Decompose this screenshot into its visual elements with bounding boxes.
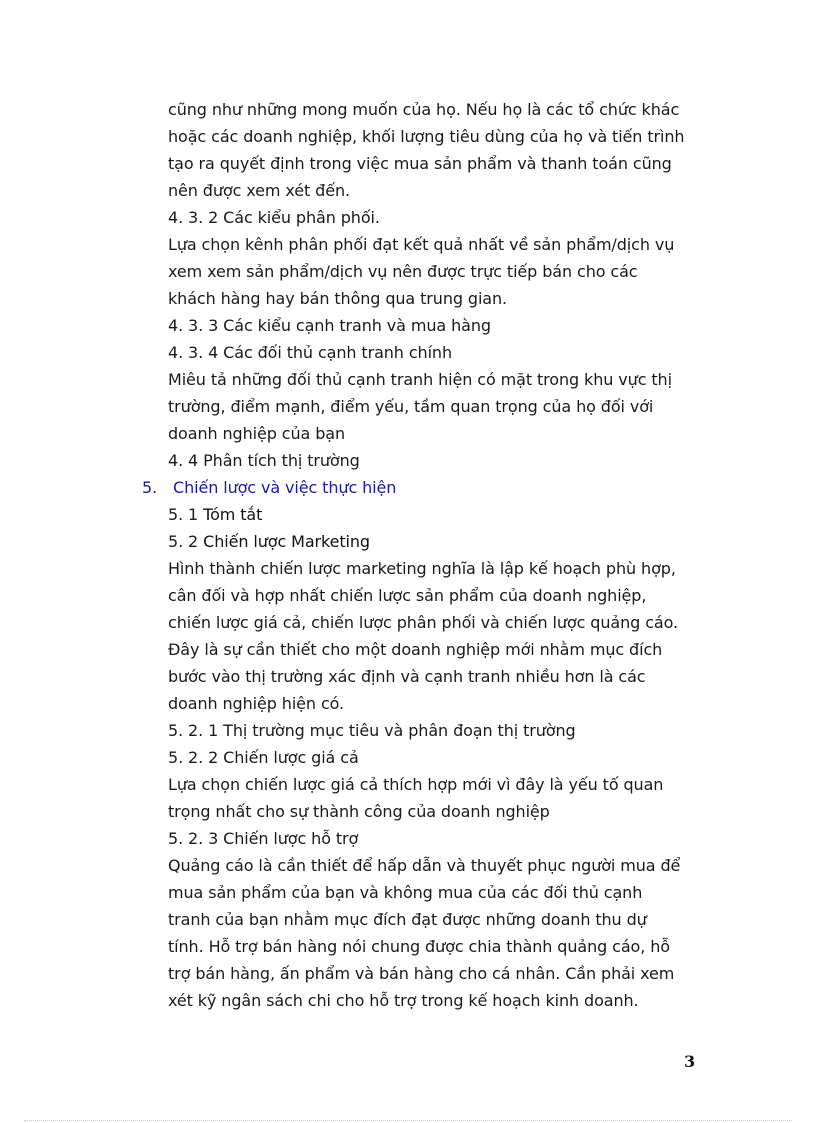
text-line: xét kỹ ngân sách chi cho hỗ trợ trong kế hoạch kinh doanh. — [168, 991, 639, 1010]
subheading-4-3-4: 4. 3. 4 Các đối thủ cạnh tranh chính — [168, 343, 453, 362]
subheading-5-2-2: 5. 2. 2 Chiến lược giá cả — [168, 748, 359, 767]
subheading-5-1-title: Tóm tắt — [203, 505, 263, 524]
text-line: Quảng cáo là cần thiết để hấp dẫn và thuyết phục người mua để — [168, 856, 681, 875]
text-line: Miêu tả những đối thủ cạnh tranh hiện có mặt trong khu vực thị — [168, 370, 672, 389]
subheading-5-2-3: 5. 2. 3 Chiến lược hỗ trợ — [168, 829, 359, 848]
section-5-number: 5. — [142, 478, 158, 497]
subheading-4-3-2: 4. 3. 2 Các kiểu phân phối. — [168, 208, 380, 227]
subheading-5-1 — [168, 505, 262, 525]
page-number: 3 — [684, 1052, 696, 1071]
text-line: hoặc các doanh nghiệp, khối lượng tiêu dùng của họ và tiến trình — [168, 127, 685, 146]
text-line: Hình thành chiến lược marketing nghĩa là lập kế hoạch phù hợp, — [168, 559, 676, 578]
subheading-4-3-3: 4. 3. 3 Các kiểu cạnh tranh và mua hàng — [168, 316, 491, 335]
section-5-title: Chiến lược và việc thực hiện — [173, 478, 397, 497]
text-line: tính. Hỗ trợ bán hàng nói chung được chia thành quảng cáo, hỗ — [168, 937, 670, 956]
text-line: xem xem sản phẩm/dịch vụ nên được trực tiếp bán cho các — [168, 262, 638, 281]
subheading-5-2-1: 5. 2. 1 Thị trường mục tiêu và phân đoạn thị trường — [168, 721, 576, 740]
text-line: trợ bán hàng, ấn phẩm và bán hàng cho cá nhân. Cần phải xem — [168, 964, 675, 983]
text-line: tranh của bạn nhằm mục đích đạt được những doanh thu dự — [168, 910, 647, 929]
subheading-5-1-number: 5. 1 — [168, 505, 199, 524]
text-line: cân đối và hợp nhất chiến lược sản phẩm của doanh nghiệp, — [168, 586, 647, 605]
text-line: Đây là sự cần thiết cho một doanh nghiệp mới nhằm mục đích — [168, 640, 663, 659]
text-line: trọng nhất cho sự thành công của doanh nghiệp — [168, 802, 550, 821]
subheading-5-2 — [168, 532, 370, 552]
text-line: Lựa chọn kênh phân phối đạt kết quả nhất về sản phẩm/dịch vụ — [168, 235, 675, 254]
subheading-5-2-title: Chiến lược Marketing — [203, 532, 370, 551]
text-line: nên được xem xét đến. — [168, 181, 350, 200]
text-line: chiến lược giá cả, chiến lược phân phối và chiến lược quảng cáo. — [168, 613, 678, 632]
text-line: trường, điểm mạnh, điểm yếu, tầm quan trọng của họ đối với — [168, 397, 654, 416]
footer-divider — [24, 1120, 792, 1121]
text-line: tạo ra quyết định trong việc mua sản phẩm và thanh toán cũng — [168, 154, 672, 173]
text-line: Lựa chọn chiến lược giá cả thích hợp mới vì đây là yếu tố quan — [168, 775, 664, 794]
text-line: doanh nghiệp của bạn — [168, 424, 346, 443]
text-line: doanh nghiệp hiện có. — [168, 694, 345, 713]
subheading-5-2-number: 5. 2 — [168, 532, 199, 551]
text-line: bước vào thị trường xác định và cạnh tranh nhiều hơn là các — [168, 667, 646, 686]
subheading-4-4: 4. 4 Phân tích thị trường — [168, 451, 360, 470]
text-line: mua sản phẩm của bạn và không mua của các đối thủ cạnh — [168, 883, 643, 902]
text-line: cũng như những mong muốn của họ. Nếu họ là các tổ chức khác — [168, 100, 680, 119]
text-line: khách hàng hay bán thông qua trung gian. — [168, 289, 508, 308]
